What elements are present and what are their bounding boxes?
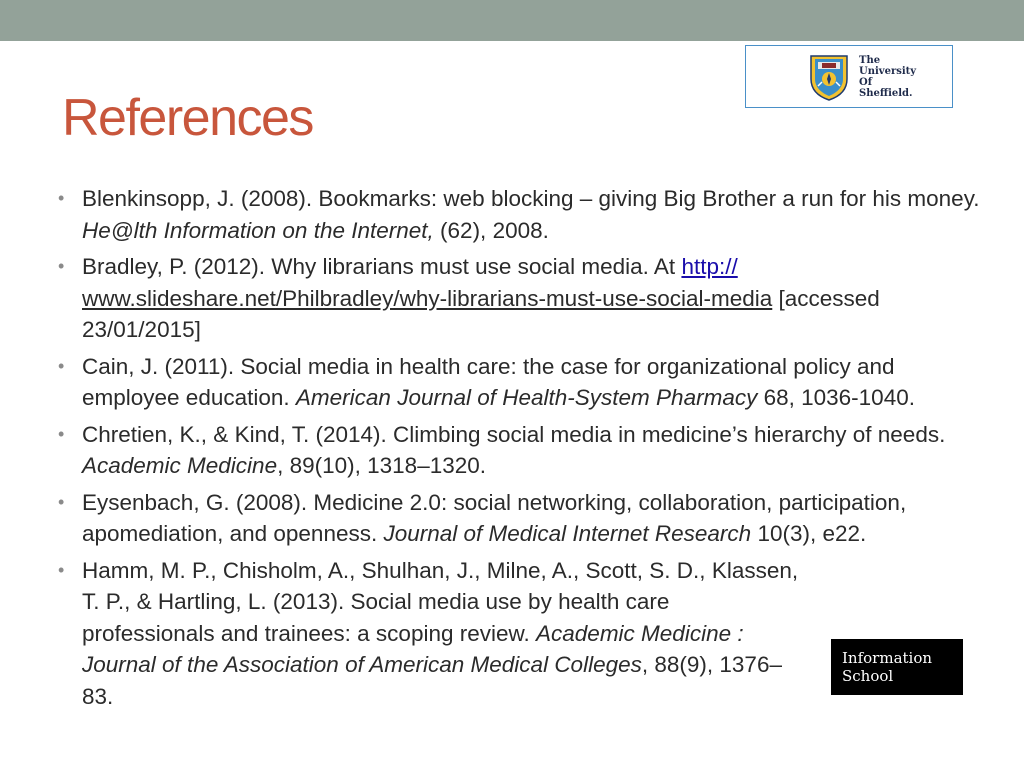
reference-details: 68, 1036-1040. [757, 385, 915, 410]
reference-details: 10(3), e22. [751, 521, 867, 546]
reference-source: Journal of Medical Internet Research [383, 521, 752, 546]
reference-text: Blenkinsopp, J. (2008). Bookmarks: web blocking – giving Big Brother a run for his money. [82, 186, 980, 211]
top-header-band [0, 0, 1024, 41]
reference-item [58, 251, 993, 346]
reference-text: Bradley, P. (2012). Why librarians must use social media. At [82, 254, 682, 279]
reference-link[interactable]: http:// [681, 254, 738, 279]
reference-source: Academic Medicine [82, 453, 278, 478]
reference-details: , 88(9), 1376–83. [82, 652, 782, 709]
logo-line: Sheffield. [859, 88, 913, 99]
logo-line: University [859, 66, 917, 77]
reference-item [58, 351, 993, 414]
reference-text: Hamm, M. P., Chisholm, A., Shulhan, J., Milne, A., Scott, S. D., Klassen, T. P., & Hartling, L. (2013). Social media use by health care professionals and trainees: a scoping review. [82, 557, 799, 646]
logo-line: Of [859, 77, 873, 88]
badge-line: School [842, 667, 894, 685]
university-logo [745, 45, 953, 108]
information-school-badge [831, 639, 963, 695]
reference-list [58, 183, 993, 717]
reference-text: Chretien, K., & Kind, T. (2014). Climbing social media in medicine’s hierarchy of needs. [82, 421, 946, 447]
logo-line: The [859, 55, 881, 66]
reference-text: Eysenbach, G. (2008). Medicine 2.0: social networking, collaboration, participation, apomediation, and openness. [82, 489, 907, 546]
reference-details: , 89(10), 1318–1320. [277, 453, 487, 478]
reference-details: (62), 2008. [433, 217, 549, 243]
reference-item [58, 419, 993, 482]
reference-item [58, 487, 993, 550]
reference-source: Academic Medicine : Journal of the Association of American Medical Colleges [82, 620, 744, 677]
reference-source: He@lth Information on the Internet, [82, 217, 434, 243]
badge-line: Information [842, 649, 933, 667]
university-crest-icon [808, 53, 850, 101]
reference-details: [accessed 23/01/2015] [82, 285, 880, 342]
university-name [859, 55, 916, 99]
reference-item [58, 555, 802, 713]
slide-title: References [62, 89, 313, 147]
reference-source: American Journal of Health-System Pharmacy [295, 385, 758, 410]
reference-item [58, 183, 993, 246]
reference-text: Cain, J. (2011). Social media in health care: the case for organizational policy and employee education. [82, 353, 895, 410]
reference-link-url[interactable]: www.slideshare.net/Philbradley/why-librarians-must-use-social-media [82, 285, 773, 311]
